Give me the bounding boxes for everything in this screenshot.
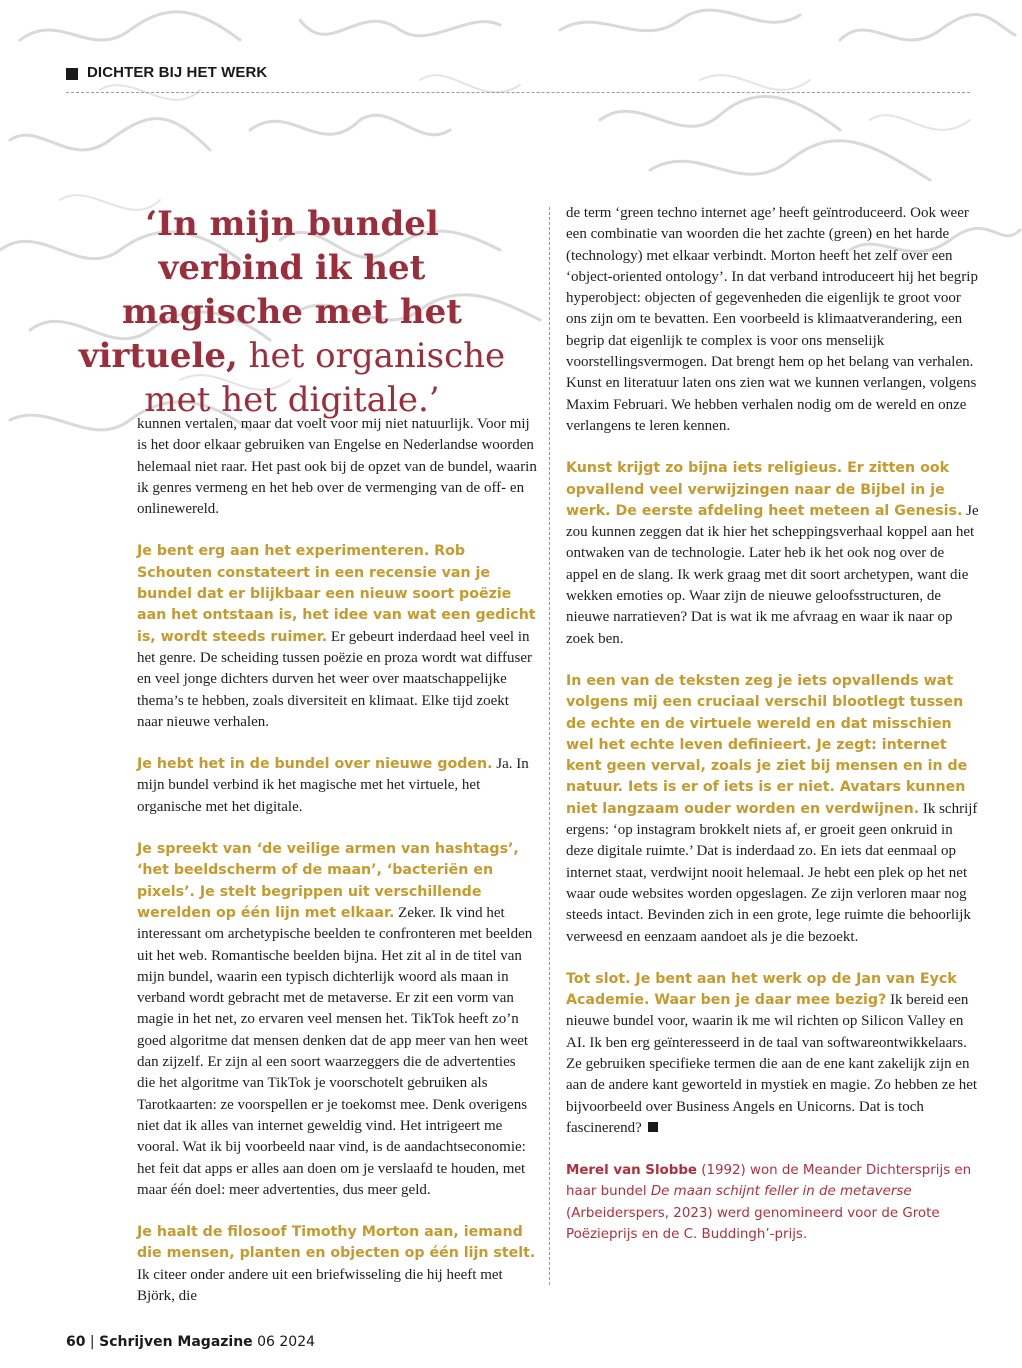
paragraph — [137, 754, 537, 818]
answer-text: Zeker. Ik vind het interessant om archetypische beelden te confronteren met beelden uit het web. Romantische beelden bijna. Het zit al in de titel van mijn bundel, waarin een typisch dichterlijk woord als maan in verband wordt gebracht met de metaverse. Er zit een vorm van magie in het net, zo ervaren veel mensen het. TikTok heeft zo’n goed algoritme dat mensen denken dat de app meer van hen weet dan zijzelf. Er zijn al een soort waarzeggers die de advertenties die het algoritme van TikTok je voorschotelt gebruiken als Tarotkaarten: ze voorspellen er je toekomst mee. Denk overigens niet dat ik alles van internet geweldig vind. Het intrigeert me vooral. Wat ik bij voorbeeld naar vind, is de aandachtseconomie: het feit dat apps er alles aan doen om je verslaafd te houden, met maar één doel: meer advertenties, dus meer geld. — [137, 904, 533, 1198]
author-bio — [566, 1160, 980, 1245]
paragraph — [566, 458, 980, 650]
paragraph — [137, 541, 537, 733]
paragraph — [137, 839, 537, 1201]
pull-quote — [72, 202, 512, 422]
end-mark-icon — [648, 1122, 658, 1132]
bio-name: Merel van Slobbe — [566, 1163, 697, 1179]
issue-label: 06 2024 — [252, 1334, 316, 1350]
answer-text: Ik bereid een nieuwe bundel voor, waarin ik me wil richten op Silicon Valley en AI. Ik ben erg geïnteresseerd in de taal van softwareontwikkelaars. Ze gebruiken specifieke termen die aan de ene kant zakelijk zijn en aan de andere kant geworteld in mystiek en magie. Zo hebben ze het bijvoorbeeld over Business Angels en Unicorns. Dat is toch fascinerend? — [566, 992, 978, 1136]
answer-text: Ik citeer onder andere uit een briefwisseling die hij heeft met Björk, die — [137, 1266, 503, 1304]
question-text: Kunst krijgt zo bijna iets religieus. Er zitten ook opvallend veel verwijzingen naar de Bijbel in je werk. De eerste afdeling heet meteen al Genesis. — [566, 460, 963, 519]
bio-text: (Arbeiderspers, 2023) werd genomineerd voor de Grote Poëzieprijs en de C. Buddingh’-prijs. — [566, 1205, 940, 1243]
pull-quote-light: het organische met het digitale.’ — [144, 336, 506, 420]
page-number: 60 — [66, 1334, 86, 1350]
bio-book-title: De maan schijnt feller in de metaverse — [650, 1184, 912, 1200]
answer-text: de term ‘green techno internet age’ heeft geïntroduceerd. Ook weer een combinatie van woorden die het zachte (green) en het harde (technology) met elkaar verbindt. Morton heeft het zelf over een ‘object-oriented ontology’. In dat verband introduceert hij het begrip hyperobject: objecten of gegevenheden die eigenlijk te groot voor ons zijn om te bevatten. Een voorbeeld is klimaatverandering, een begrip dat eigenlijk te complex is voor ons menselijk voorstellingsvermogen. Dat brengt hem op het belang van verhalen. Kunst en literatuur laten ons zien wat we kunnen verlangen, volgens Maxim Februari. We hebben verhalen nodig om de wereld en onze verlangens te leren kennen. — [566, 205, 978, 434]
question-text: Je haalt de filosoof Timothy Morton aan, iemand die mensen, planten en objecten op één lijn stelt. — [137, 1224, 536, 1262]
answer-text: kunnen vertalen, maar dat voelt voor mij niet natuurlijk. Voor mij is het door elkaar gebruiken van Engelse en Nederlandse woorden helemaal niet raar. Het past ook bij de opzet van de bundel, waarin ik genres vermeng en het heb over de vermenging van de off- en onlinewereld. — [137, 416, 537, 518]
question-text: Je hebt het in de bundel over nieuwe goden. — [137, 756, 493, 773]
answer-text: Er gebeurt inderdaad heel veel in het genre. De scheiding tussen poëzie en proza wordt wat diffuser en veel jonge dichters durven het weer over maatschappelijke thema’s te hebben, zoals diversiteit en klimaat. Elke tijd zoekt naar nieuwe verhalen. — [137, 628, 533, 730]
section-header — [66, 64, 970, 93]
footer-separator: | — [85, 1334, 100, 1350]
magazine-name: Schrijven Magazine — [99, 1334, 253, 1350]
page-footer — [66, 1334, 315, 1350]
paragraph — [137, 414, 537, 520]
answer-text: Ja. In mijn bundel verbind ik het magische met het virtuele, het organische met het digitale. — [137, 756, 529, 815]
section-label: DICHTER BIJ HET WERK — [87, 64, 268, 81]
paragraph — [566, 969, 980, 1139]
question-text: Tot slot. Je bent aan het werk op de Jan van Eyck Academie. Waar ben je daar mee bezig? — [566, 970, 957, 1009]
question-text: In een van de teksten zeg je iets opvallends wat volgens mij een cruciaal verschil blootlegt tussen de echte en de virtuele wereld en dat misschien wel het echte leven definieert. Je zegt: internet kent geen verval, zoals je ziet bij mensen en in de natuur. Iets is er of iets is er niet. Avatars kunnen niet langzaam ouder worden en verdwijnen. — [566, 672, 968, 817]
pull-quote-strong: ‘In mijn bundel verbind ik het magische met het virtuele, — [78, 204, 462, 376]
question-text: Je bent erg aan het experimenteren. Rob Schouten constateert in een recensie van je bundel dat er blijkbaar een nieuw soort poëzie aan het ontstaan is, het idee van wat een gedicht is, wordt steeds ruimer. — [137, 543, 536, 645]
paragraph — [137, 1222, 537, 1307]
paragraph — [566, 203, 980, 437]
paragraph — [566, 671, 980, 948]
right-column — [566, 203, 980, 1245]
bio-text: (1992) won de Meander Dichtersprijs en haar bundel — [566, 1163, 972, 1200]
section-square-icon — [66, 68, 78, 80]
question-text: Je spreekt van ‘de veilige armen van hashtags’, ‘het beeldscherm of de maan’, ‘bacteriën en pixels’. Je stelt begrippen uit verschillende werelden op één lijn met elkaar. — [137, 841, 519, 921]
left-column — [137, 414, 537, 1328]
column-divider — [549, 207, 550, 1285]
answer-text: Je zou kunnen zeggen dat ik hier het scheppingsverhaal koppel aan het ontwaken van de technologie. Later heb ik het ook nog over de appel en de slang. Ik werk graag met dit soort archetypen, want die wekken emoties op. Waar zijn de nieuwe geloofsstructuren, de nieuwe narratieven? Dat is wat ik me afvraag en waar ik naar op zoek ben. — [566, 502, 979, 647]
answer-text: Ik schrijf ergens: ‘op instagram brokkelt niets af, er groeit geen onkruid in deze digitale ruimte.’ Dat is inderdaad zo. En iets dat eenmaal op internet staat, verdwijnt nooit helemaal. Je hebt een plek op het net waar oude websites worden opgeslagen. Ze zijn verloren maar nog steeds intact. Bevinden zich in een grote, lege ruimte die behoorlijk verweesd en eenzaam aandoet als je die bezoekt. — [566, 800, 978, 945]
